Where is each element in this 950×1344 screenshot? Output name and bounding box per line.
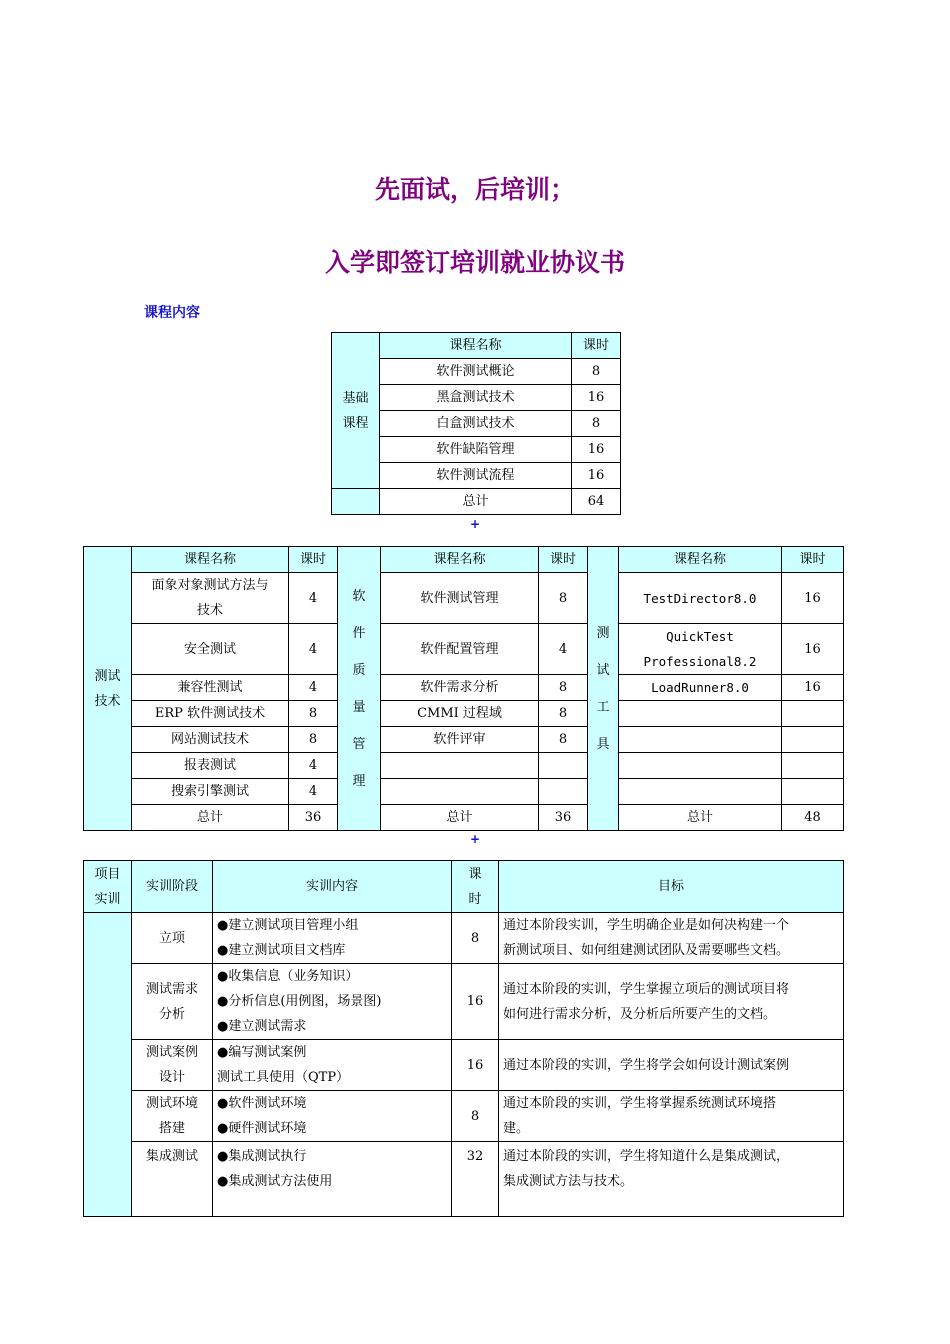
course-name: 软件评审: [381, 727, 539, 753]
goal-cell: 通过本阶段的实训，学生将学会如何设计测试案例: [499, 1040, 844, 1091]
header-goal: 目标: [499, 861, 844, 913]
empty-cell: [782, 779, 844, 805]
stage-cell: 测试案例 设计: [132, 1040, 213, 1091]
course-name: ERP 软件测试技术: [132, 701, 289, 727]
header-course-name: 课程名称: [380, 333, 572, 359]
empty-cell: [619, 753, 782, 779]
course-name: 软件配置管理: [381, 624, 539, 675]
empty-cell: [619, 701, 782, 727]
total-label: 总计: [381, 805, 539, 831]
hours-cell: 8: [452, 913, 499, 964]
course-hours: 8: [289, 701, 338, 727]
goal-cell: 通过本阶段的实训，学生将知道什么是集成测试， 集成测试方法与技术。: [499, 1142, 844, 1217]
basic-course-group-label: 基础 课程: [332, 333, 380, 489]
total-label: 总计: [380, 489, 572, 515]
course-name: 黑盒测试技术: [380, 385, 572, 411]
goal-cell: 通过本阶段实训，学生明确企业是如何决构建一个 新测试项目、如何组建测试团队及需要哪些文档。: [499, 913, 844, 964]
basic-course-table: [331, 332, 621, 515]
goal-cell: 通过本阶段的实训，学生将掌握系统测试环境搭 建。: [499, 1091, 844, 1142]
project-group-spacer: [84, 913, 132, 1217]
course-hours: 4: [289, 624, 338, 675]
stage-cell: 测试环境 搭建: [132, 1091, 213, 1142]
course-hours: 16: [782, 573, 844, 624]
course-name: CMMI 过程域: [381, 701, 539, 727]
course-name: 安全测试: [132, 624, 289, 675]
total-row-label-cell: [332, 489, 380, 515]
course-hours: 16: [782, 624, 844, 675]
course-name: 报表测试: [132, 753, 289, 779]
page-subtitle: 入学即签订培训就业协议书: [324, 248, 625, 277]
page-title: 先面试，后培训；: [374, 175, 575, 204]
tech-group-label: 测试 技术: [84, 547, 132, 831]
header-course-name: 课程名称: [619, 547, 782, 573]
header-stage: 实训阶段: [132, 861, 213, 913]
content-cell: ●收集信息（业务知识） ●分析信息(用例图，场景图) ●建立测试需求: [213, 964, 452, 1040]
total-label: 总计: [132, 805, 289, 831]
goal-cell: 通过本阶段的实训，学生掌握立项后的测试项目将 如何进行需求分析，及分析后所要产生的文档。: [499, 964, 844, 1040]
content-cell: ●集成测试执行 ●集成测试方法使用: [213, 1142, 452, 1217]
hours-cell: 32: [452, 1142, 499, 1217]
course-hours: 4: [289, 675, 338, 701]
course-hours: 4: [539, 624, 588, 675]
course-hours: 16: [572, 437, 621, 463]
content-cell: ●软件测试环境 ●硬件测试环境: [213, 1091, 452, 1142]
tech-course-table: [83, 546, 844, 831]
quality-group-label: 软 件 质 量 管 理: [338, 547, 381, 831]
course-name: 软件测试概论: [380, 359, 572, 385]
course-hours: 8: [539, 727, 588, 753]
course-hours: 4: [289, 573, 338, 624]
course-hours: 16: [782, 675, 844, 701]
header-course-name: 课程名称: [132, 547, 289, 573]
total-hours: 36: [539, 805, 588, 831]
hours-cell: 8: [452, 1091, 499, 1142]
course-name: LoadRunner8.0: [619, 675, 782, 701]
empty-cell: [619, 779, 782, 805]
course-hours: 8: [539, 573, 588, 624]
empty-cell: [782, 753, 844, 779]
separator-plus: +: [469, 517, 481, 531]
total-label: 总计: [619, 805, 782, 831]
course-name: 软件缺陷管理: [380, 437, 572, 463]
course-hours: 8: [539, 675, 588, 701]
course-hours: 4: [289, 779, 338, 805]
stage-cell: 测试需求 分析: [132, 964, 213, 1040]
course-hours: 8: [539, 701, 588, 727]
empty-cell: [381, 779, 539, 805]
header-hours: 课时: [539, 547, 588, 573]
course-hours: 8: [289, 727, 338, 753]
course-name: 兼容性测试: [132, 675, 289, 701]
course-name: 白盒测试技术: [380, 411, 572, 437]
empty-cell: [619, 727, 782, 753]
course-name: 网站测试技术: [132, 727, 289, 753]
course-hours: 16: [572, 385, 621, 411]
course-hours: 8: [572, 411, 621, 437]
empty-cell: [782, 727, 844, 753]
course-name: 面象对象测试方法与 技术: [132, 573, 289, 624]
empty-cell: [782, 701, 844, 727]
course-hours: 16: [572, 463, 621, 489]
stage-cell: 立项: [132, 913, 213, 964]
header-project-group: 项目 实训: [84, 861, 132, 913]
content-cell: ●建立测试项目管理小组 ●建立测试项目文档库: [213, 913, 452, 964]
tools-group-label: 测 试 工 具: [588, 547, 619, 831]
hours-cell: 16: [452, 1040, 499, 1091]
header-hours: 课时: [289, 547, 338, 573]
header-content: 实训内容: [213, 861, 452, 913]
empty-cell: [539, 753, 588, 779]
empty-cell: [539, 779, 588, 805]
course-name: 软件需求分析: [381, 675, 539, 701]
total-hours: 36: [289, 805, 338, 831]
header-hours: 课时: [572, 333, 621, 359]
header-hours: 课 时: [452, 861, 499, 913]
course-name: 软件测试管理: [381, 573, 539, 624]
header-course-name: 课程名称: [381, 547, 539, 573]
course-hours: 4: [289, 753, 338, 779]
project-training-table: [83, 860, 844, 1217]
course-name: TestDirector8.0: [619, 573, 782, 624]
header-hours: 课时: [782, 547, 844, 573]
separator-plus: +: [469, 832, 481, 846]
empty-cell: [381, 753, 539, 779]
content-cell: ●编写测试案例 测试工具使用（QTP）: [213, 1040, 452, 1091]
course-name: QuickTest Professional8.2: [619, 624, 782, 675]
course-name: 软件测试流程: [380, 463, 572, 489]
section-label: 课程内容: [144, 305, 200, 321]
course-hours: 8: [572, 359, 621, 385]
hours-cell: 16: [452, 964, 499, 1040]
course-name: 搜索引擎测试: [132, 779, 289, 805]
total-hours: 64: [572, 489, 621, 515]
stage-cell: 集成测试: [132, 1142, 213, 1217]
total-hours: 48: [782, 805, 844, 831]
